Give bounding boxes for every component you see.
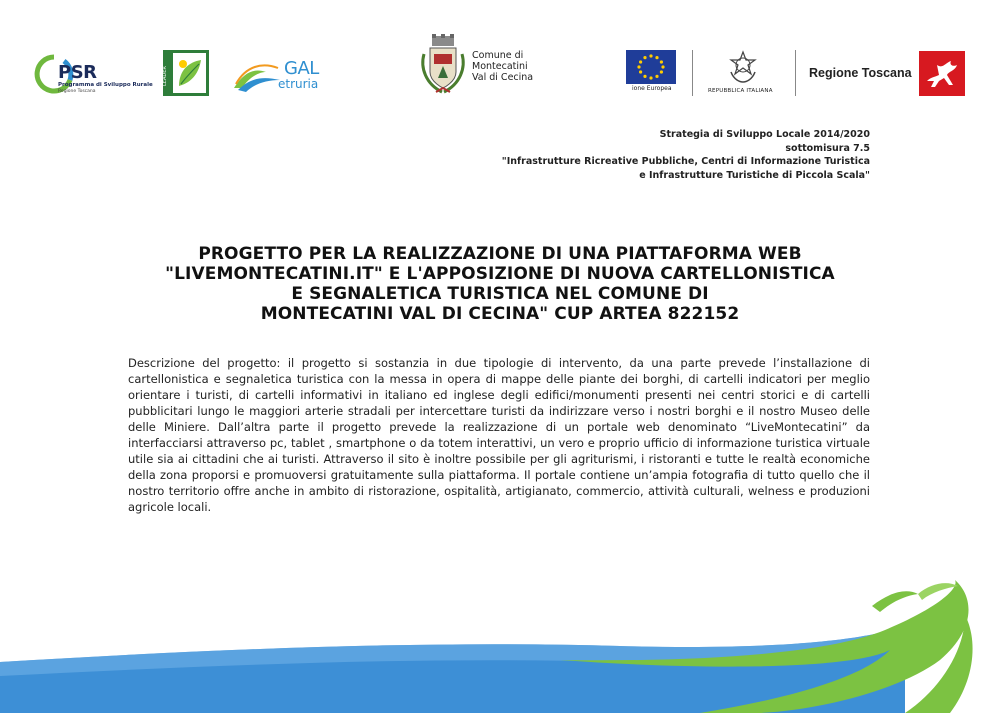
title-line1: PROGETTO PER LA REALIZZAZIONE DI UNA PIATTAFORMA WEB [198,244,802,264]
strategy-line4: e Infrastrutture Turistiche di Piccola Scala" [639,169,870,181]
comune-line2: Montecatini [472,61,528,72]
comune-crest-icon [418,34,468,98]
leader-label: LEADER [162,66,168,86]
title-line4: MONTECATINI VAL DI CECINA" CUP ARTEA 822152 [260,304,740,324]
title-line2: "LIVEMONTECATINI.IT" E L'APPOSIZIONE DI NUOVA CARTELLONISTICA [165,264,835,284]
italian-emblem-icon [728,50,758,84]
eu-flag-icon [626,50,676,84]
leader-logo-icon [163,50,209,96]
project-title [100,244,900,324]
title-line3: E SEGNALETICA TURISTICA NEL COMUNE DI [291,284,709,304]
project-description: Descrizione del progetto: il progetto si sostanzia in due tipologie di intervento, da una parte prevede l’installazione di cartellonistica e segnaletica turistica con la messa in opera di mappe delle piante dei borghi, di cartelli indicatori per meglio orientare i turisti, di cartelli informativi in italiano ed inglese degli edifici/monumenti presenti nei centri storici e di cartelli pubblicitari lungo le maggiori arterie stradali per intercettare turisti da indirizzare verso i nostri borghi e il nostro Museo delle delle Miniere. Dall’altra parte il progetto prevede la realizzazione di un portale web denominato “LiveMontecatini” da interfacciarsi attraverso pc, tablet , smartphone o da totem interattivi, un vero e proprio ufficio di informazione turistica virtuale utile sia ai cittadini che ai turisti. Attraverso il sito è inoltre possibile per gli agriturismi, i ristoranti e tutte le realtà economiche della zona proporsi e promuoversi gratuitamente sulla piattaforma. Il portale contiene un’ampia fotografia di tutto quello che il nostro territorio offre anche in ambito di ristorazione, ospitalità, artigianato, commercio, attività culturali, welness e produzioni agricole locali. [128,356,870,514]
leader-logo [163,50,209,96]
strategy-line3: "Infrastrutture Ricreative Pubbliche, Centri di Informazione Turistica [501,156,870,167]
toscana-pegasus-flag-icon [919,51,965,96]
gal-logo-icon [232,58,282,94]
toscana-label: Regione Toscana [809,66,912,80]
toscana-logo [919,51,965,96]
eu-caption: ione Europea [632,85,672,92]
strategy-block [502,128,870,182]
gal-title: GAL [284,58,319,79]
comune-line1: Comune di [472,50,524,61]
green-sprout-wave-icon [0,570,1000,713]
strategy-line1: Strategia di Sviluppo Locale 2014/2020 [659,129,870,140]
repubblica-logo [706,50,780,98]
psr-title: PSR [58,62,97,83]
divider-1 [692,50,693,96]
gal-subtitle: etruria [278,77,319,91]
repubblica-caption: REPUBBLICA ITALIANA [708,88,773,94]
comune-name [472,50,533,83]
psr-subtitle: Programma di Sviluppo Rurale [58,82,153,88]
psr-logo [34,48,153,98]
gal-logo [232,56,327,96]
strategy-line2: sottomisura 7.5 [785,142,870,154]
psr-region: Regione Toscana [58,89,96,94]
divider-2 [795,50,796,96]
eu-logo [626,50,676,96]
comune-logo [418,34,558,98]
comune-line3: Val di Cecina [472,72,534,83]
